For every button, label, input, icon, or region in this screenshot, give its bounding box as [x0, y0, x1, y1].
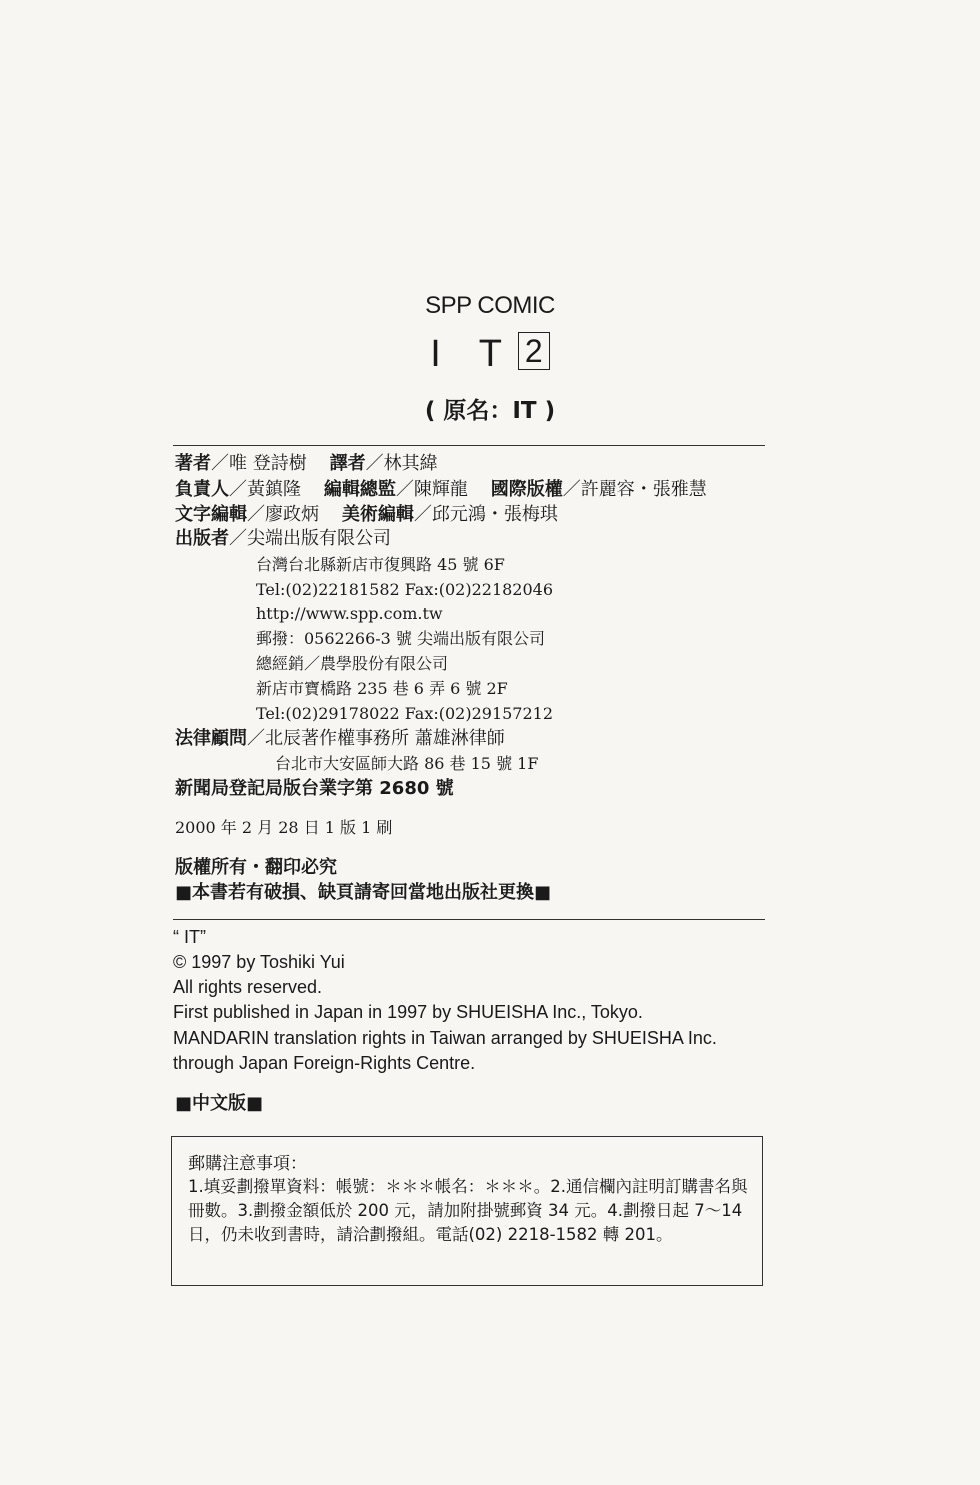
responsible-label: 負責人 [175, 479, 229, 500]
divider-middle [173, 919, 765, 920]
registration: 新聞局登記局版台業字第 2680 號 [175, 778, 454, 799]
mail-order-box [171, 1136, 763, 1286]
book-title [0, 330, 980, 378]
author-label: 著者 [175, 453, 211, 474]
art-editor-label: 美術編輯 [341, 504, 414, 525]
distributor-address: 新店市寶橋路 235 巷 6 弄 6 號 2F [256, 679, 508, 698]
chief-editor: 陳輝龍 [413, 479, 468, 500]
legal-label: 法律顧問 [175, 728, 247, 749]
rights-line: © 1997 by Toshiki Yui [173, 952, 345, 972]
intl-rights: 許麗容・張雅慧 [580, 479, 707, 500]
text-editor-label: 文字編輯 [175, 504, 247, 525]
translator-label: 譯者 [329, 453, 366, 474]
credits-line-4: 出版者／尖端出版有限公司 [175, 528, 391, 549]
title-text: I T [430, 333, 516, 375]
text-editor: 廖政炳 [265, 504, 319, 525]
copyright-notice: 版權所有・翻印必究 [175, 857, 337, 878]
legal-line: 法律顧問／北辰著作權事務所 蕭雄淋律師 [175, 728, 505, 749]
author: 唯 登詩樹 [229, 453, 307, 474]
translator: 林其緯 [383, 453, 438, 474]
postal-account: 郵撥：0562266-3 號 尖端出版有限公司 [256, 629, 546, 648]
rights-line: All rights reserved. [173, 977, 323, 997]
rights-line: First published in Japan in 1997 by SHUEISHA Inc., Tokyo. [173, 1002, 643, 1022]
edition-date: 2000 年 2 月 28 日 1 版 1 刷 [175, 818, 393, 837]
credits-line-1: 著者／唯 登詩樹 譯者／林其緯 [175, 453, 438, 474]
legal-firm: 北辰著作權事務所 蕭雄淋律師 [265, 728, 505, 749]
edition-label: ■中文版■ [175, 1093, 264, 1114]
responsible: 黃鎮隆 [247, 479, 301, 500]
rights-line: “ IT” [173, 927, 206, 947]
rights-line: MANDARIN translation rights in Taiwan arranged by SHUEISHA Inc. [173, 1028, 717, 1048]
publisher-tel-fax: Tel:(02)22181582 Fax:(02)22182046 [256, 580, 554, 599]
publisher-label: 出版者 [175, 528, 229, 549]
mail-order-body: 1.填妥劃撥單資料：帳號：＊＊＊帳名：＊＊＊。2.通信欄內註明訂購書名與冊數。3.劃撥金額低於 200 元，請加附掛號郵資 34 元。4.劃撥日起 7～14 日，仍未收到書時，請洽劃撥組。電話(02) 2218-1582 轉 201。 [188, 1177, 748, 1244]
divider-top [173, 445, 765, 446]
credits-line-3: 文字編輯／廖政炳 美術編輯／邱元鴻・張梅琪 [175, 504, 558, 525]
publisher: 尖端出版有限公司 [247, 528, 391, 549]
art-editor: 邱元鴻・張梅琪 [431, 504, 558, 525]
publisher-url: http://www.spp.com.tw [256, 604, 443, 623]
intl-rights-label: 國際版權 [490, 479, 563, 500]
distributor: 總經銷／農學股份有限公司 [256, 654, 449, 673]
legal-address: 台北市大安區師大路 86 巷 15 號 1F [275, 754, 539, 773]
original-name: ( 原名：IT ) [424, 398, 556, 424]
chief-editor-label: 編輯總監 [323, 479, 396, 500]
credits-line-2: 負責人／黃鎮隆 編輯總監／陳輝龍 國際版權／許麗容・張雅慧 [175, 479, 707, 500]
replace-notice: ■本書若有破損、缺頁請寄回當地出版社更換■ [175, 882, 552, 903]
volume-number: 2 [518, 332, 550, 370]
distributor-tel-fax: Tel:(02)29178022 Fax:(02)29157212 [256, 704, 554, 723]
rights-line: through Japan Foreign-Rights Centre. [173, 1053, 476, 1073]
mail-order-title: 郵購注意事項： [188, 1154, 307, 1174]
publisher-address: 台灣台北縣新店市復興路 45 號 6F [256, 555, 505, 574]
series-name: SPP COMIC [425, 292, 555, 319]
